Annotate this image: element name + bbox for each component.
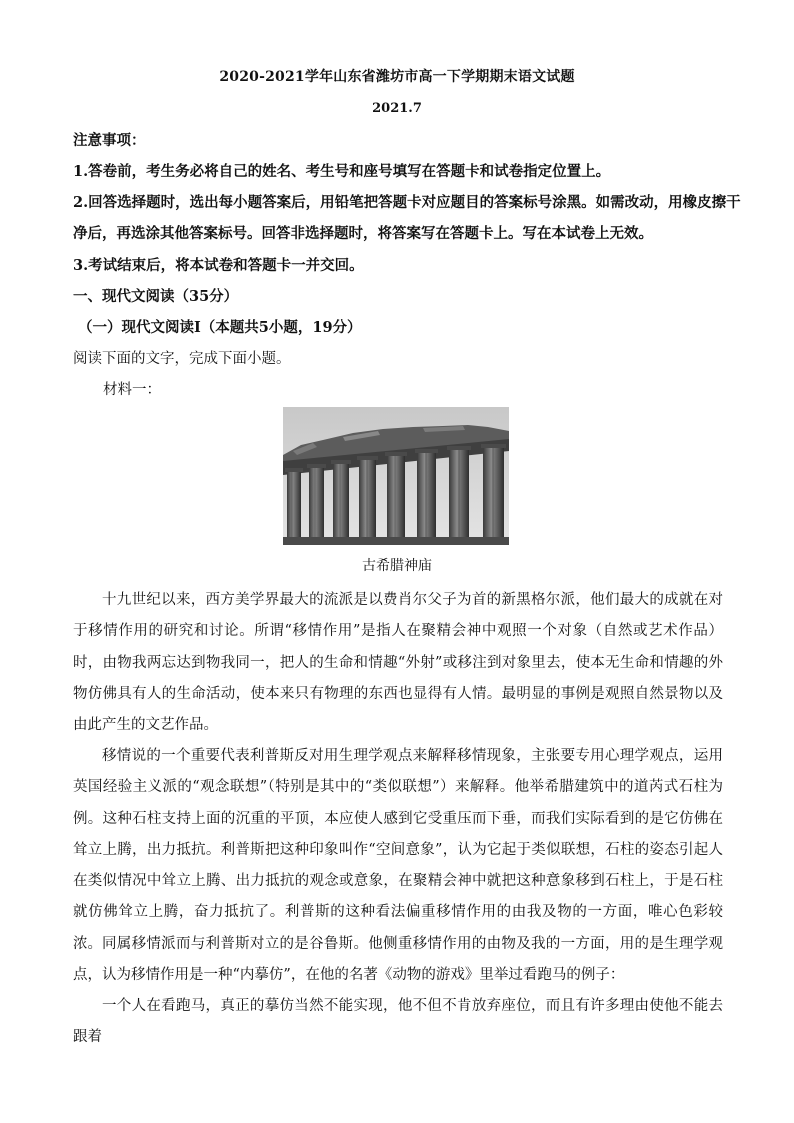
section-heading: 一、现代文阅读（35分） <box>73 288 239 305</box>
paragraph-4: 一个人在看跑马，真正的摹仿当然不能实现，他不但不肯放弃座位，而且有许多理由使他不能去跟着 <box>73 998 723 1046</box>
subsection-heading: （一）现代文阅读Ⅰ（本题共5小题，19分） <box>78 319 362 336</box>
material-label: 材料一： <box>103 382 161 398</box>
exam-title: 2020-2021学年山东省潍坊市高一下学期期末语文试题 <box>219 69 575 85</box>
notice-item-2-line-1: 2.回答选择题时，选出每小题答案后，用铅笔把答题卡对应题目的答案标号涂黑。如需改动，用橡皮擦干 <box>73 194 741 211</box>
reading-instruction: 阅读下面的文字，完成下面小题。 <box>73 351 291 367</box>
paragraph-2: 移情说的一个重要代表利普斯反对用生理学观点来解释移情现象，主张要专用心理学观点，运用英国经验主义派的“观念联想”（特别是其中的“类似联想”）来解释。他举希腊建筑中的道芮式石柱为例。这种石柱支持上面的沉重的平顶，本应使人感到它受重压而下垂，而我们实际看到的是它仿佛在耸立上腾，出力抵抗。利普斯把这种印象叫作“空间意象”，认为它起于类似联想，石柱的姿态引起人在类似情况中耸立上腾、出力抵抗的观念或意象，在聚精会神中就把这种意象移到石柱上，于是石柱就仿佛耸立上腾，奋力抵抗了。利普斯的这种看法偏重移情作用的由我及物的一方面，唯心色彩较浓。 <box>73 748 723 952</box>
paragraph-1: 十九世纪以来，西方美学界最大的流派是以费肖尔父子为首的新黑格尔派，他们最大的成就在对于移情作用的研究和讨论。所谓“移情作用”是指人在聚精会神中观照一个对象（自然或艺术作品）时，由物我两忘达到物我同一，把人的生命和情趣“外射”或移注到对象里去，使本无生命和情趣的外物仿佛具有人的生命活动，使本来只有物理的东西也显得有人情。最明显的事例是观照自然景物以及由此产生的文艺作品。 <box>73 592 723 734</box>
notice-item-2-line-2: 净后，再选涂其他答案标号。回答非选择题时，将答案写在答题卡上。写在本试卷上无效。 <box>73 225 653 242</box>
notice-item-3: 3.考试结束后，将本试卷和答题卡一并交回。 <box>73 257 364 274</box>
notice-item-1: 1.答卷前，考生务必将自己的姓名、考生号和座号填写在答题卡和试卷指定位置上。 <box>73 163 611 180</box>
exam-date: 2021.7 <box>372 101 422 116</box>
paragraph-3: 同属移情派而与利普斯对立的是谷鲁斯。他侧重移情作用的由物及我的一方面，用的是生理学观点，认为移情作用是一种“内摹仿”，在他的名著《动物的游戏》里举过看跑马的例子： <box>73 936 723 984</box>
notice-heading: 注意事项： <box>73 132 146 149</box>
temple-photo <box>283 407 509 545</box>
photo-caption: 古希腊神庙 <box>362 558 432 574</box>
